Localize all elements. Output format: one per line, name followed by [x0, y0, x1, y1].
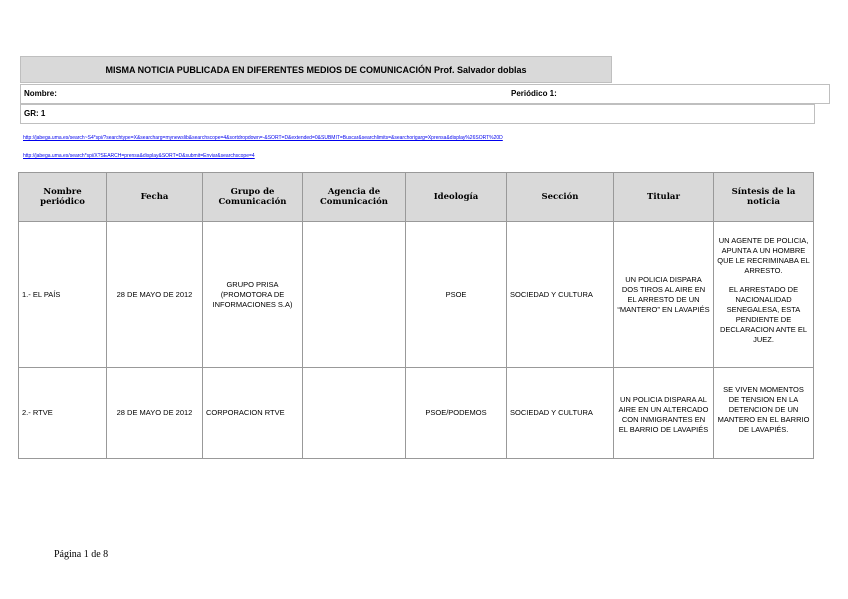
cell-titular: UN POLICIA DISPARA AL AIRE EN UN ALTERCADO CON INMIGRANTES EN EL BARRIO DE LAVAPIÉS: [614, 368, 714, 459]
catalog-link-2[interactable]: http://jabega.uma.es/search*spi/X?SEARCH=prensa&display&SORT=D&submit=Enviar&searchscope=4: [23, 153, 255, 159]
cell-grupo: GRUPO PRISA (PROMOTORA DE INFORMACIONES S.A): [203, 222, 303, 368]
col-header-fecha: Fecha: [107, 173, 203, 222]
sintesis-paragraph: EL ARRESTADO DE NACIONALIDAD SENEGALESA, ESTA PENDIENTE DE DECLARACION ANTE EL JUEZ.: [719, 284, 808, 344]
col-header-sintesis: Síntesis de la noticia: [714, 173, 814, 222]
cell-titular: UN POLICIA DISPARA DOS TIROS AL AIRE EN EL ARRESTO DE UN “MANTERO” EN LAVAPIÉS: [614, 222, 714, 368]
news-comparison-table: [18, 172, 814, 459]
gr-row: [20, 104, 815, 124]
sintesis-paragraph: SE VIVEN MOMENTOS DE TENSION EN LA DETENCION DE UN MANTERO EN EL BARRIO DE LAVAPIÉS.: [717, 385, 810, 434]
cell-nombre: 1.- EL PAÍS: [19, 222, 107, 368]
cell-fecha: 28 DE MAYO DE 2012: [107, 368, 203, 459]
catalog-link-1[interactable]: http://jabega.uma.es/search~S4*spi/?searchtype=X&searcharg=mynewslib&searchscope=4&sortdropdown=-&SORT=D&extended=0&SUBMIT=Buscar&searchlimits=&searchorigarg=Xprensa&display%26SORT%20D: [23, 135, 503, 141]
cell-ideologia: PSOE: [406, 222, 507, 368]
cell-grupo: CORPORACION RTVE: [203, 368, 303, 459]
col-header-nombre: Nombre periódico: [19, 173, 107, 222]
col-header-ideologia: Ideología: [406, 173, 507, 222]
cell-fecha: 28 DE MAYO DE 2012: [107, 222, 203, 368]
cell-ideologia: PSOE/PODEMOS: [406, 368, 507, 459]
table-header-row: [19, 173, 814, 222]
col-header-agencia: Agencia de Comunicación: [303, 173, 406, 222]
table-row: [19, 368, 814, 459]
nombre-row: [20, 84, 830, 104]
table-row: [19, 222, 814, 368]
cell-nombre: 2.- RTVE: [19, 368, 107, 459]
cell-seccion: SOCIEDAD Y CULTURA: [507, 222, 614, 368]
col-header-seccion: Sección: [507, 173, 614, 222]
cell-sintesis: [714, 368, 814, 459]
cell-sintesis: [714, 222, 814, 368]
page-number: Página 1 de 8: [54, 549, 109, 560]
col-header-titular: Titular: [614, 173, 714, 222]
col-header-grupo: Grupo de Comunicación: [203, 173, 303, 222]
nombre-label: Nombre:: [24, 89, 57, 98]
cell-agencia: [303, 222, 406, 368]
document-title: MISMA NOTICIA PUBLICADA EN DIFERENTES MEDIOS DE COMUNICACIÓN Prof. Salvador doblas: [20, 56, 612, 83]
cell-seccion: SOCIEDAD Y CULTURA: [507, 368, 614, 459]
gr-label: GR: 1: [24, 109, 46, 118]
cell-agencia: [303, 368, 406, 459]
periodico-label: Periódico 1:: [511, 89, 557, 98]
sintesis-paragraph: UN AGENTE DE POLICIA, APUNTA A UN HOMBRE QUE LE RECRIMINABA EL ARRESTO.: [717, 235, 810, 275]
